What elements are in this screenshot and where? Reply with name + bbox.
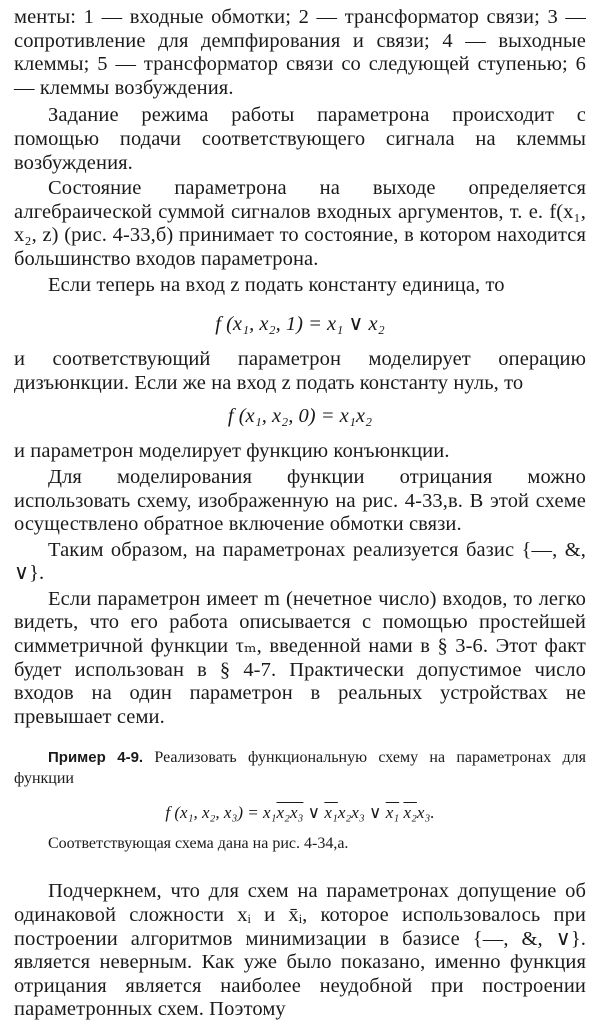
paragraph-disjunction: и соответствующий параметрон моделирует операцию дизъюнкции. Если же на вход z подать константу нуль, то — [14, 348, 586, 394]
paragraph-mode-setting: Задание режима работы параметрона происходит с помощью подачи соответствующего сигнала на клеммы возбуждения. — [14, 104, 586, 174]
paragraph-figure-legend: менты: 1 — входные обмотки; 2 — трансформатор связи; 3 — сопротивление для демпфирования и связи; 4 — выходные клеммы; 5 — трансформатор связи со следующей ступенью; 6 — клеммы возбуждения. — [14, 6, 586, 99]
example-label: Пример 4-9. — [48, 749, 144, 767]
paragraph-symmetric-function: Если параметрон имеет m (нечетное число) входов, то легко видеть, что его работа описывается с помощью простейшей симметричной функции τₘ, введенной нами в § 3-6. Этот факт будет использован в § 4-7. Практически допустимое число входов на один параметрон в реальных устройствах не превышает семи. — [14, 587, 586, 728]
example-note: Соответствующая схема дана на рис. 4-34,а. — [48, 835, 349, 853]
paragraph-conjunction: и параметрон моделирует функцию конъюнкции. — [14, 440, 450, 463]
formula-term-1c: x₃ — [289, 803, 304, 823]
formula-term-1a: x₁ — [263, 803, 277, 823]
formula-term-1b: x₂ — [276, 803, 290, 823]
paragraph-negation: Для моделирования функции отрицания можно использовать схему, изображенную на рис. 4-33,в. В этой схеме осуществлено обратное включение обмотки связи. — [14, 465, 586, 536]
formula-term-2b: x₂x₃ — [337, 803, 365, 823]
formula-conjunction: f (x₁, x₂, 0) = x₁x₂ — [227, 405, 373, 428]
paragraph-basis: Таким образом, на параметронах реализуется базис {—, &, ∨}. — [14, 538, 586, 585]
formula-term-2a: x₁ — [324, 803, 338, 823]
paragraph-constant-one: Если теперь на вход z подать константу единица, то — [48, 273, 505, 296]
formula-term-3b: x₂ — [403, 803, 417, 823]
formula-term-3c: x₃. — [416, 803, 435, 823]
formula-disjunction: f (x₁, x₂, 1) = x₁ ∨ x₂ — [215, 313, 385, 336]
paragraph-output-state: Состояние параметрона на выходе определяется алгебраической суммой сигналов входных аргументов, т. е. f(x₁, x₂, z) (рис. 4-33,б) принимает то состояние, в котором находится большинство входов параметрона. — [14, 177, 586, 270]
formula-term-3a: x₁ — [385, 803, 400, 823]
paragraph-complexity: Подчеркнем, что для схем на параметронах допущение об одинаковой сложности xᵢ и x̄ᵢ, которое использовалось при построении алгоритмов минимизации в базисе {—, &, ∨}. является неверным. Как уже было показано, именно функция отрицания является наиболее неудобной при построении параметронных схем. Поэтому — [14, 880, 586, 1021]
formula-example-lhs: f (x₁, x₂, x₃) = — [165, 803, 259, 823]
example-statement — [14, 747, 586, 789]
formula-example: f (x₁, x₂, x₃) = x₁x₂x₃ ∨ x₁x₂x₃ ∨ x₁ x₂x₃. — [165, 803, 435, 823]
example-text: Реализовать функциональную схему на параметронах для функции — [14, 749, 587, 788]
